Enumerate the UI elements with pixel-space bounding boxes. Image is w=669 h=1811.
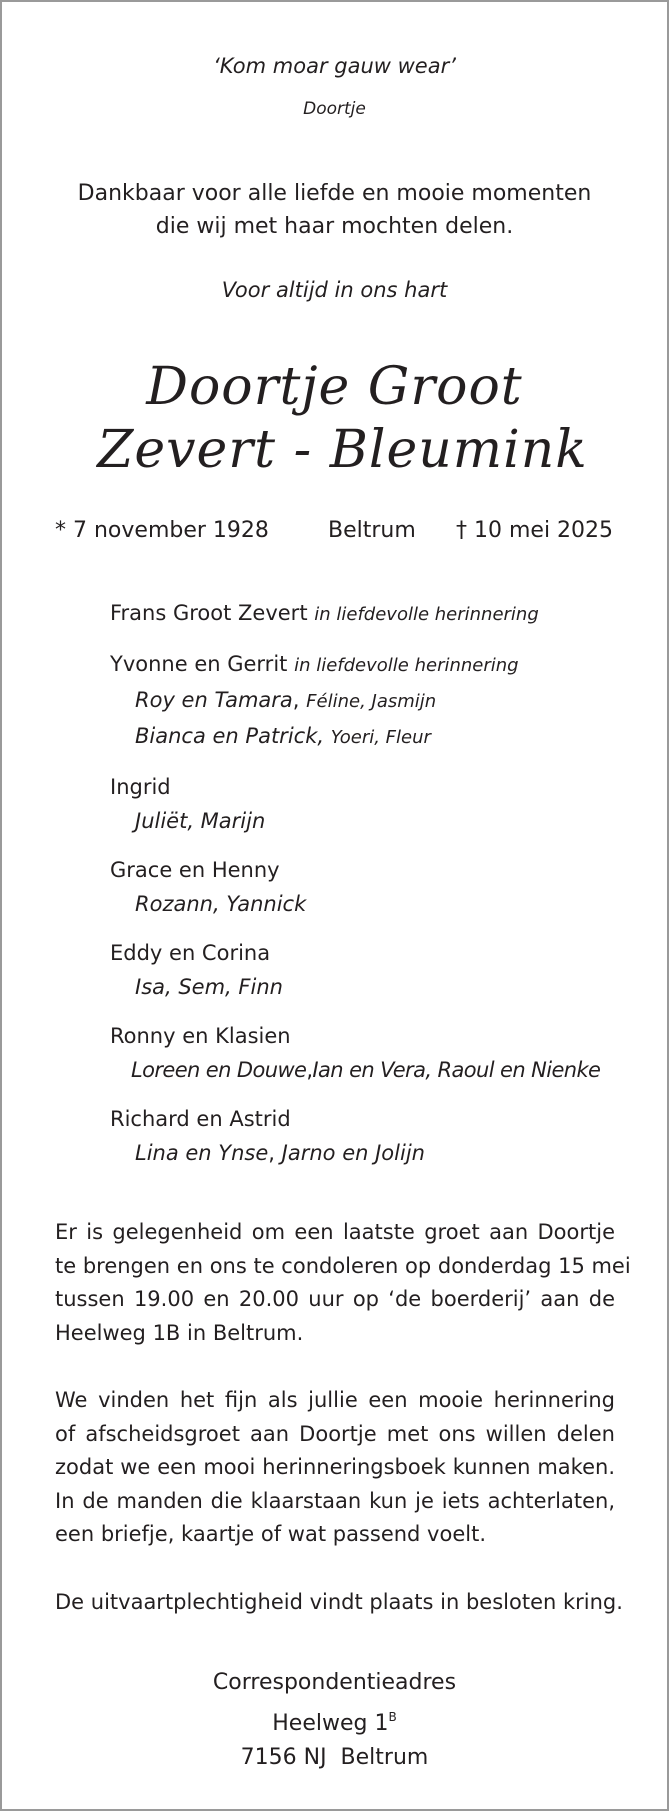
thanks-text [0,177,669,243]
grandchildren: Rozann, Yannick [135,892,307,916]
family-note: in liefdevolle herinnering [314,604,539,625]
family-name: Ronny en Klasien [110,1024,291,1048]
great-grandchildren: Féline, Jasmijn [306,691,437,712]
grandchildren: Isa, Sem, Finn [135,975,283,999]
family-name: Richard en Astrid [110,1107,291,1131]
deceased-name-line1: Doortje Groot [146,357,523,417]
grandchild-couple: Lina en Ynse [135,1141,269,1165]
family-group [110,770,669,838]
paragraph-line: In de manden die klaarstaan kun je iets achterlaten, [55,1488,615,1513]
family-name: Frans Groot Zevert [110,601,308,625]
correspondence-address [0,1666,669,1775]
family-note: in liefdevolle herinnering [294,655,519,676]
forever-text: Voor altijd in ons hart [221,278,448,302]
paragraph-line: of afscheidsgroet aan Doortje met ons willen delen [55,1421,615,1446]
family-name: Eddy en Corina [110,941,271,965]
address-city: 7156 NJ Beltrum [240,1745,429,1770]
memory-paragraph [55,1384,615,1552]
thanks-line: Dankbaar voor alle liefde en mooie momenten [77,181,592,206]
paragraph-line: te brengen en ons te condoleren op donderdag 15 mei [55,1253,631,1278]
grandchild-couple: Jarno en Jolijn [281,1141,425,1165]
family-name: Grace en Henny [110,858,280,882]
death-date: † 10 mei 2025 [456,518,614,543]
address-street-line [0,1700,669,1741]
visitation-paragraph [55,1216,631,1350]
private-ceremony-text [55,1586,623,1620]
paragraph-line: zodat we een mooi herinneringsboek kunnen maken. [55,1455,615,1479]
grandchildren: Juliët, Marijn [135,809,266,833]
great-grandchildren: Yoeri, Fleur [330,727,431,748]
address-street-suffix: B [388,1710,397,1724]
family-group [110,936,669,1004]
birth-place: Beltrum [328,518,416,543]
family-group [110,853,669,921]
paragraph-line: tussen 19.00 en 20.00 uur op ‘de boerderij’ aan de [55,1287,615,1311]
address-street: Heelweg 1 [272,1711,389,1736]
paragraph-line: een briefje, kaartje of wat passend voelt. [55,1522,486,1546]
grandchild-couple: Bianca en Patrick, [135,724,325,748]
family-group [110,1102,669,1170]
grandchildren: Lina en Ynse, Jarno en Jolijn [135,1141,425,1165]
family-group: Yvonne en Gerrit in liefdevolle herinnering Roy en Tamara, Féline, Jasmijn Bianca en Patrick, Yoeri, Fleur [110,652,519,748]
deceased-name-line2: Zevert - Bleumink [97,420,588,480]
family-group [110,1019,669,1087]
grandchild-couple: Loreen en Douwe [131,1058,307,1082]
grandchild-couple: Roy en Tamara [135,688,293,712]
grandchildren: Loreen en Douwe,Ian en Vera, Raoul en Nienke [131,1058,601,1082]
motto-author: Doortje [303,99,366,119]
motto-quote: ‘Kom moar gauw wear’ [213,54,456,78]
paragraph-line: De uitvaartplechtigheid vindt plaats in besloten kring. [55,1590,623,1614]
grandchild-couples: Ian en Vera, Raoul en Nienke [312,1058,601,1082]
paragraph-line: Er is gelegenheid om een laatste groet aan Doortje [55,1220,615,1244]
family-group [110,596,669,632]
paragraph-line: Heelweg 1B in Beltrum. [55,1320,304,1345]
paragraph-line: We vinden het fijn als jullie een mooie herinnering [55,1388,615,1412]
birth-date: * 7 november 1928 [55,518,269,543]
thanks-line: die wij met haar mochten delen. [155,214,514,239]
family-name: Yvonne en Gerrit [110,652,288,676]
address-label: Correspondentieadres [212,1670,457,1695]
family-name: Ingrid [110,775,171,799]
family-list [110,596,669,1185]
